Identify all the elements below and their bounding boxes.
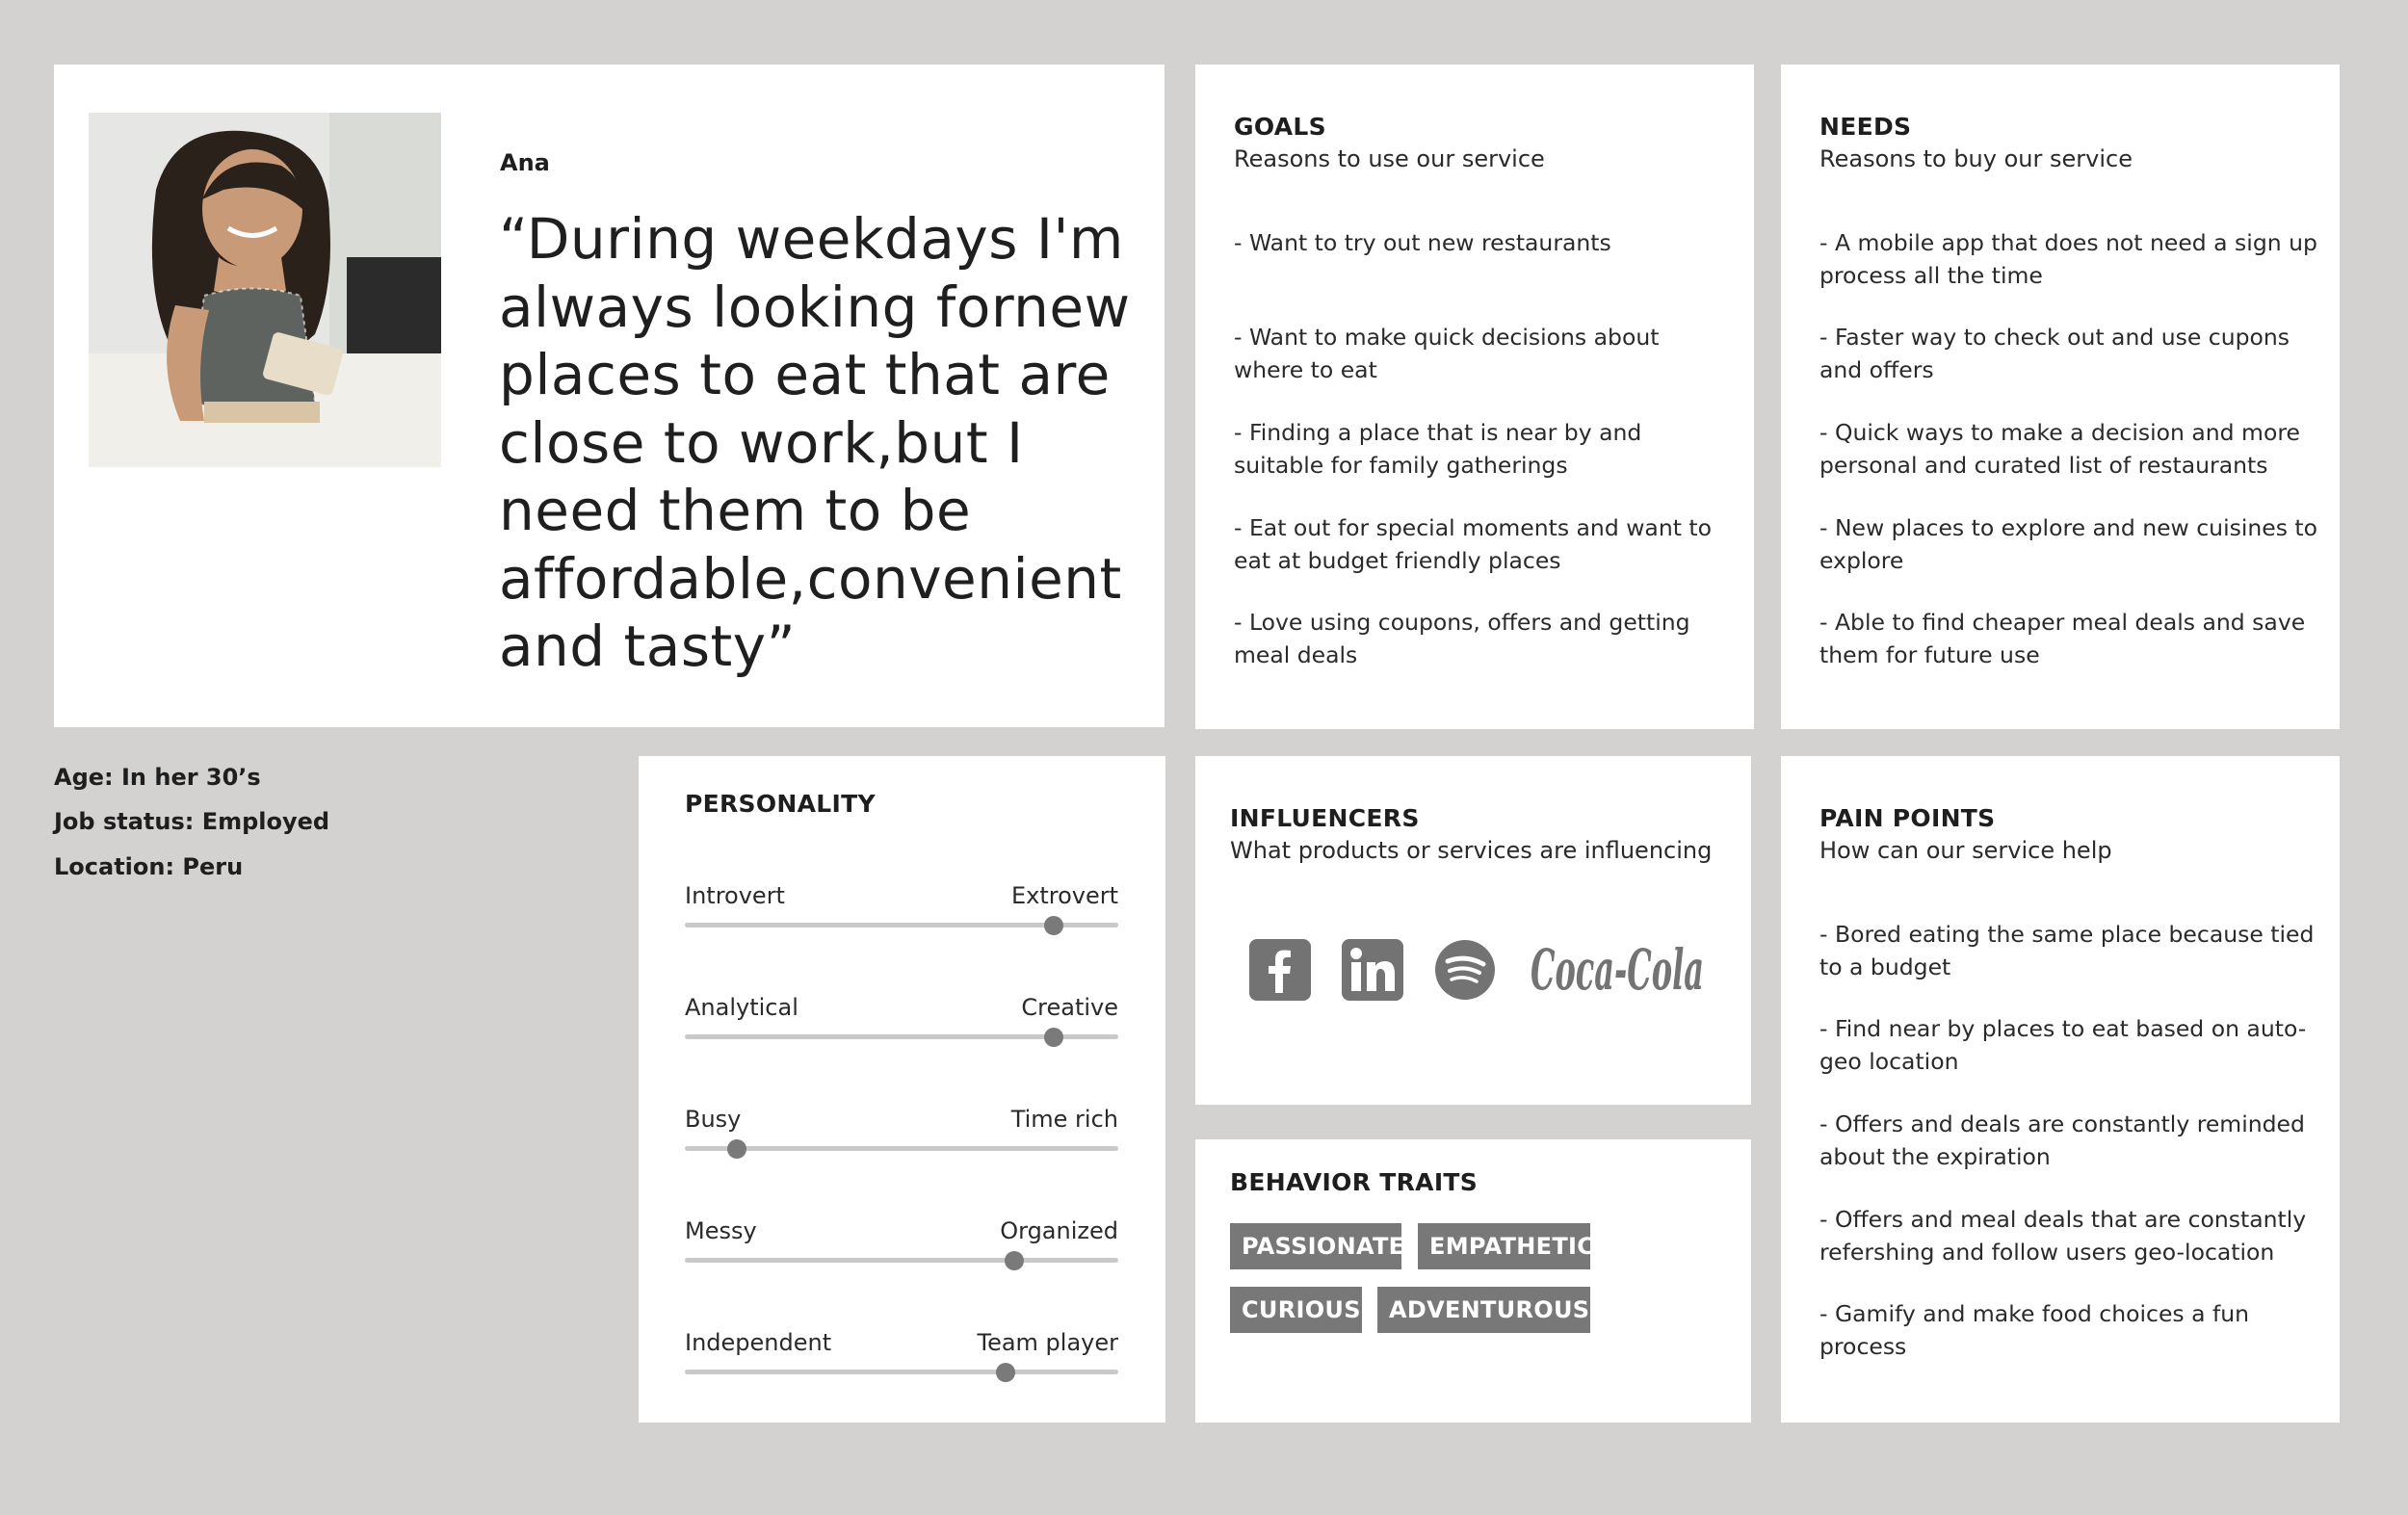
trait-badge: ADVENTUROUS xyxy=(1377,1287,1590,1333)
personality-slider[interactable] xyxy=(685,1106,1118,1163)
demographic-age: Age: In her 30’s xyxy=(54,764,261,791)
slider-handle[interactable] xyxy=(1044,1028,1063,1047)
goals-list xyxy=(1234,226,1735,708)
trait-badge: PASSIONATE xyxy=(1230,1223,1401,1269)
goals-card xyxy=(1195,65,1754,729)
slider-handle[interactable] xyxy=(727,1139,746,1159)
list-item: - Bored eating the same place because tied to a budget xyxy=(1819,921,2315,980)
trait-badge: EMPATHETIC xyxy=(1418,1223,1590,1269)
list-item: - Offers and deals are constantly reminded about the expiration xyxy=(1819,1110,2305,1170)
slider-left-label: Independent xyxy=(685,1329,832,1356)
behavior-traits-card xyxy=(1195,1139,1751,1423)
trait-badge: CURIOUS xyxy=(1230,1287,1362,1333)
spotify-icon xyxy=(1434,939,1496,1005)
list-item: - Want to try out new restaurants xyxy=(1234,229,1611,256)
pain-points-title: PAIN POINTS xyxy=(1819,804,1996,832)
slider-right-label: Organized xyxy=(1000,1217,1118,1244)
pain-points-subtitle: How can our service help xyxy=(1819,837,2112,864)
influencers-title: INFLUENCERS xyxy=(1230,804,1420,832)
slider-left-label: Busy xyxy=(685,1106,742,1133)
slider-track[interactable] xyxy=(685,1258,1118,1263)
list-item: - Finding a place that is near by and suitable for family gatherings xyxy=(1234,419,1642,479)
list-item: - A mobile app that does not need a sign up process all the time xyxy=(1819,229,2317,289)
personality-title: PERSONALITY xyxy=(685,790,876,818)
influencers-card xyxy=(1195,756,1751,1105)
slider-left-label: Introvert xyxy=(685,882,785,909)
list-item: - Quick ways to make a decision and more personal and curated list of restaurants xyxy=(1819,419,2300,479)
personality-card xyxy=(639,756,1165,1423)
demographic-location: Location: Peru xyxy=(54,853,244,880)
needs-subtitle: Reasons to buy our service xyxy=(1819,145,2133,172)
personality-slider[interactable] xyxy=(685,882,1118,940)
profile-card xyxy=(54,65,1165,727)
persona-photo xyxy=(89,113,441,467)
slider-left-label: Analytical xyxy=(685,994,798,1021)
slider-right-label: Team player xyxy=(977,1329,1118,1356)
goals-title: GOALS xyxy=(1234,113,1326,141)
personality-slider[interactable] xyxy=(685,1329,1118,1387)
avatar xyxy=(89,113,441,467)
demographic-job-status: Job status: Employed xyxy=(54,808,330,835)
slider-right-label: Extrovert xyxy=(1010,882,1118,909)
persona-name: Ana xyxy=(500,149,550,176)
slider-left-label: Messy xyxy=(685,1217,757,1244)
pain-points-card xyxy=(1781,756,2340,1423)
linkedin-icon xyxy=(1342,939,1403,1005)
persona-quote: “During weekdays I'm always looking fornew places to eat that are close to work,but I need them to be affordable,convenient and tasty” xyxy=(499,206,1131,679)
list-item: - New places to explore and new cuisines to explore xyxy=(1819,514,2318,574)
coca-cola-wordmark: Coca-Cola xyxy=(1531,937,1704,1003)
list-item: - Faster way to check out and use cupons and offers xyxy=(1819,324,2290,383)
needs-title: NEEDS xyxy=(1819,113,1912,141)
pain-points-list xyxy=(1819,918,2320,1399)
slider-track[interactable] xyxy=(685,1146,1118,1151)
list-item: - Offers and meal deals that are constantly refershing and follow users geo-location xyxy=(1819,1206,2307,1266)
slider-right-label: Creative xyxy=(1021,994,1118,1021)
list-item: - Gamify and make food choices a fun process xyxy=(1819,1300,2250,1360)
slider-handle[interactable] xyxy=(1044,916,1063,935)
facebook-icon xyxy=(1249,939,1311,1005)
slider-right-label: Time rich xyxy=(1010,1106,1118,1133)
influencers-subtitle: What products or services are influencing xyxy=(1230,837,1713,864)
list-item: - Able to find cheaper meal deals and save them for future use xyxy=(1819,609,2306,668)
slider-handle[interactable] xyxy=(996,1363,1015,1382)
needs-card xyxy=(1781,65,2340,729)
list-item: - Eat out for special moments and want to eat at budget friendly places xyxy=(1234,514,1713,574)
slider-track[interactable] xyxy=(685,1370,1118,1374)
needs-list xyxy=(1819,226,2320,708)
list-item: - Love using coupons, offers and getting meal deals xyxy=(1234,609,1690,668)
influencer-logos xyxy=(1249,939,1712,1006)
personality-slider[interactable] xyxy=(685,994,1118,1052)
behavior-title: BEHAVIOR TRAITS xyxy=(1230,1168,1479,1196)
slider-handle[interactable] xyxy=(1005,1251,1024,1270)
personality-slider[interactable] xyxy=(685,1217,1118,1275)
list-item: - Find near by places to eat based on auto-geo location xyxy=(1819,1015,2307,1075)
coca-cola-logo xyxy=(1529,933,1707,1010)
goals-subtitle: Reasons to use our service xyxy=(1234,145,1545,172)
list-item: - Want to make quick decisions about where to eat xyxy=(1234,324,1660,383)
